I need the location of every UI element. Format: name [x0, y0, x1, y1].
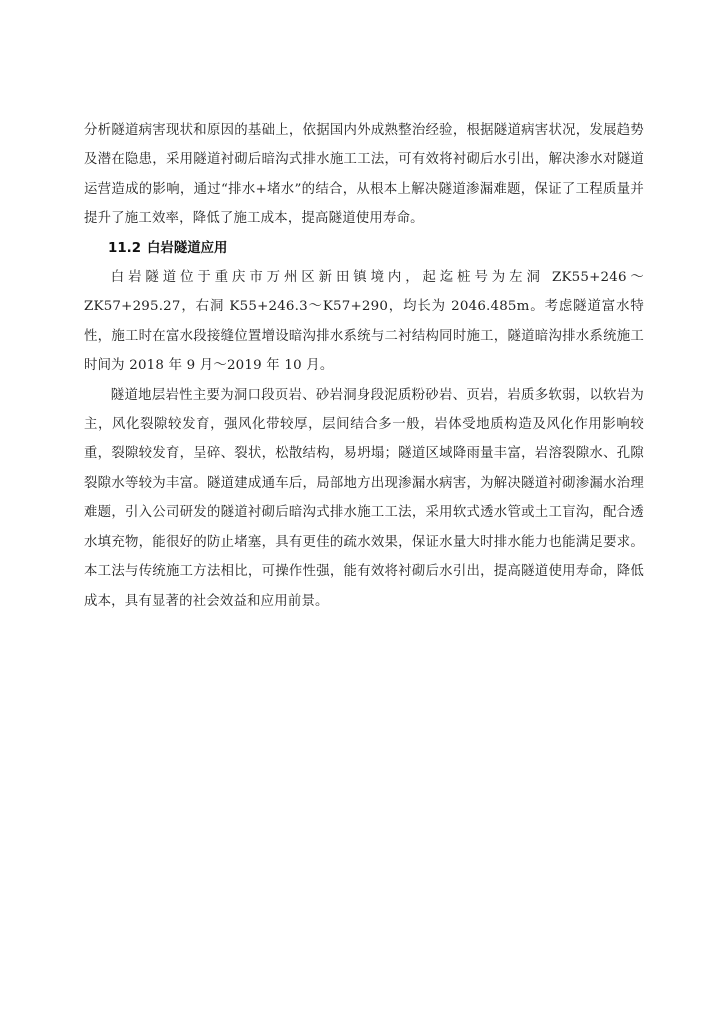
- section-number: 11.2: [108, 240, 142, 256]
- intro-paragraph: 分析隧道病害现状和原因的基础上，依据国内外成熟整治经验，根据隧道病害状况，发展趋势及潜在隐患，采用隧道衬砌后暗沟式排水施工工法，可有效将衬砌后水引出，解决渗水对隧道运营造成的影响，通过“排水+堵水”的结合，从根本上解决隧道渗漏难题，保证了工程质量并提升了施工效率，降低了施工成本，提高隧道使用寿命。: [84, 123, 644, 227]
- location-paragraph: 白岩隧道位于重庆市万州区新田镇境内，起迄桩号为左洞 ZK55+246～ZK57+295.27，右洞 K55+246.3～K57+290，均长为 2046.485m。考虑隧道富水特性，施工时在富水段接缝位置增设暗沟排水系统与二衬结构同时施工，隧道暗沟排水系统施工时间为 2018 年 9 月～2019 年 10 月。: [84, 270, 644, 374]
- document-body: [84, 116, 644, 616]
- section-title: 白岩隧道应用: [147, 240, 228, 256]
- section-heading: [84, 234, 644, 263]
- geology-paragraph: 隧道地层岩性主要为洞口段页岩、砂岩洞身段泥质粉砂岩、页岩，岩质多软弱，以软岩为主，风化裂隙较发育，强风化带较厚，层间结合多一般，岩体受地质构造及风化作用影响较重，裂隙较发育，呈碎、裂状，松散结构，易坍塌；隧道区域降雨量丰富，岩溶裂隙水、孔隙裂隙水等较为丰富。隧道建成通车后，局部地方出现渗漏水病害，为解决隧道衬砌渗漏水治理难题，引入公司研发的隧道衬砌后暗沟式排水施工工法，采用软式透水管或土工盲沟，配合透水填充物，能很好的防止堵塞，具有更佳的疏水效果，保证水量大时排水能力也能满足要求。本工法与传统施工方法相比，可操作性强，能有效将衬砌后水引出，提高隧道使用寿命，降低成本，具有显著的社会效益和应用前景。: [84, 387, 644, 609]
